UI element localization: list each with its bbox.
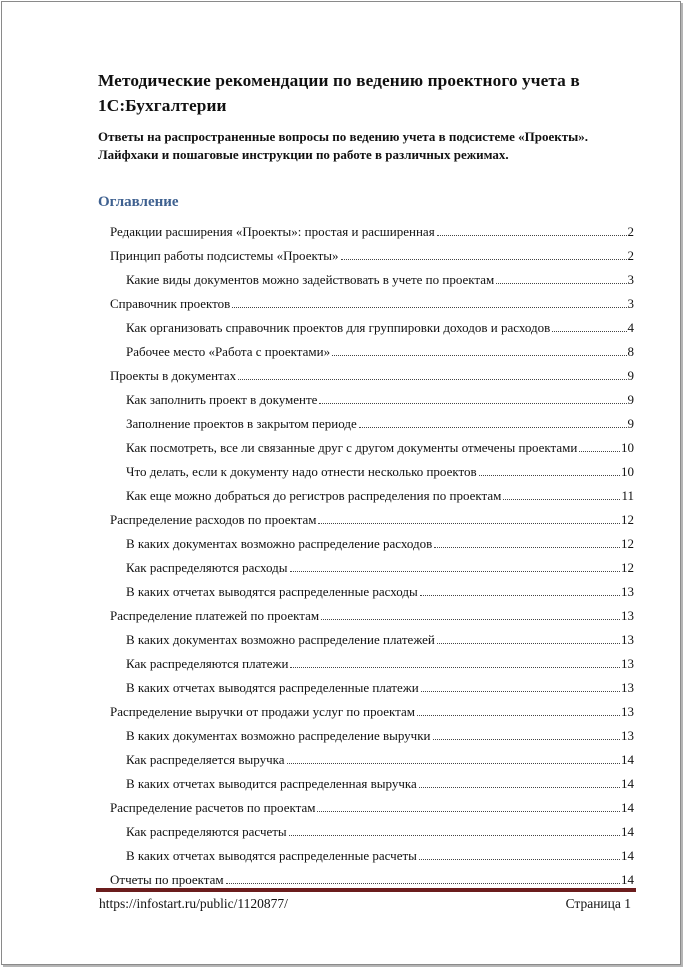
toc-entry[interactable] [110,217,634,241]
toc-dot-leader [238,379,626,380]
toc-heading: Оглавление [98,194,179,210]
toc-entry[interactable] [110,337,634,361]
toc-entry-page: 14 [621,848,634,863]
toc-dot-leader [232,307,626,308]
toc-entry-page: 11 [621,488,634,503]
toc-entry-page: 4 [627,320,634,335]
toc-entry[interactable] [110,697,634,721]
toc-entry-page: 12 [621,512,634,527]
toc-entry[interactable] [110,553,634,577]
toc-entry[interactable] [110,385,634,409]
toc-entry[interactable] [110,409,634,433]
toc-entry-page: 2 [627,248,634,263]
toc-entry-label: В каких отчетах выводятся распределенные расходы [126,584,418,599]
toc-entry[interactable] [110,313,634,337]
toc-entry-label: Что делать, если к документу надо отнести несколько проектов [126,464,477,479]
toc-entry-label: В каких документах возможно распределение платежей [126,632,435,647]
toc-dot-leader [317,811,620,812]
table-of-contents [110,217,634,889]
toc-dot-leader [290,571,620,572]
toc-entry[interactable] [110,865,634,889]
toc-entry-page: 14 [621,776,634,791]
toc-entry[interactable] [110,241,634,265]
toc-dot-leader [437,643,620,644]
toc-entry-label: Как распределяется выручка [126,752,285,767]
toc-dot-leader [332,355,626,356]
toc-entry-label: Распределение расчетов по проектам [110,800,316,815]
toc-dot-leader [421,691,620,692]
toc-entry-page: 14 [621,752,634,767]
toc-entry[interactable] [110,481,634,505]
toc-entry-label: Как еще можно добраться до регистров распределения по проектам [126,488,502,503]
toc-entry-label: В каких отчетах выводятся распределенные платежи [126,680,419,695]
toc-entry-page: 12 [621,560,634,575]
toc-entry-label: Как распределяются платежи [126,656,289,671]
toc-entry-page: 9 [627,368,634,383]
toc-dot-leader [433,739,621,740]
toc-dot-leader [289,835,620,836]
toc-entry-page: 10 [621,464,634,479]
document-page [1,1,681,965]
toc-entry-label: Редакции расширения «Проекты»: простая и расширенная [110,224,435,239]
toc-entry-label: Принцип работы подсистемы «Проекты» [110,248,339,263]
toc-dot-leader [419,859,620,860]
toc-entry[interactable] [110,841,634,865]
toc-dot-leader [496,283,626,284]
toc-entry[interactable] [110,361,634,385]
toc-entry-label: Рабочее место «Работа с проектами» [126,344,331,359]
toc-entry[interactable] [110,649,634,673]
toc-entry-page: 14 [621,872,634,887]
toc-dot-leader [479,475,620,476]
toc-entry[interactable] [110,769,634,793]
toc-entry-label: Как заполнить проект в документе [126,392,318,407]
document-subtitle: Ответы на распространенные вопросы по ведению учета в подсистеме «Проекты». Лайфхаки и пошаговые инструкции по работе в различных режимах. [98,129,588,162]
toc-entry-label: В каких отчетах выводится распределенная выручка [126,776,417,791]
toc-entry-page: 3 [627,296,634,311]
toc-dot-leader [287,763,620,764]
footer-divider [96,888,636,892]
toc-entry-page: 9 [627,392,634,407]
toc-dot-leader [226,883,620,884]
toc-entry-page: 14 [621,800,634,815]
toc-entry-page: 10 [621,440,634,455]
toc-entry-page: 2 [627,224,634,239]
toc-entry-page: 13 [621,584,634,599]
toc-dot-leader [420,595,620,596]
footer-page-number: Страница 1 [565,896,631,911]
toc-entry-page: 9 [627,416,634,431]
toc-entry[interactable] [110,745,634,769]
toc-entry-label: В каких документах возможно распределение расходов [126,536,433,551]
toc-entry-label: Заполнение проектов в закрытом периоде [126,416,357,431]
toc-entry[interactable] [110,529,634,553]
toc-dot-leader [437,235,627,236]
toc-entry-page: 3 [627,272,634,287]
toc-entry-page: 13 [621,680,634,695]
toc-entry[interactable] [110,289,634,313]
footer-url[interactable]: https://infostart.ru/public/1120877/ [99,896,288,911]
toc-dot-leader [579,451,620,452]
toc-entry-label: Как посмотреть, все ли связанные друг с другом документы отмечены проектами [126,440,578,455]
toc-entry-label: Отчеты по проектам [110,872,224,887]
toc-dot-leader [552,331,626,332]
toc-dot-leader [318,523,620,524]
toc-dot-leader [417,715,620,716]
toc-entry[interactable] [110,793,634,817]
toc-entry[interactable] [110,265,634,289]
toc-entry-label: Распределение платежей по проектам [110,608,320,623]
toc-entry[interactable] [110,625,634,649]
toc-entry[interactable] [110,577,634,601]
toc-entry-page: 13 [621,656,634,671]
toc-entry-page: 13 [621,704,634,719]
toc-dot-leader [503,499,620,500]
toc-entry-page: 13 [621,728,634,743]
toc-entry[interactable] [110,457,634,481]
toc-entry-label: Распределение выручки от продажи услуг по проектам [110,704,415,719]
toc-entry-page: 12 [621,536,634,551]
toc-entry-label: В каких отчетах выводятся распределенные расчеты [126,848,417,863]
toc-entry-label: Справочник проектов [110,296,231,311]
toc-entry-label: Как распределяются расчеты [126,824,287,839]
toc-entry-page: 13 [621,632,634,647]
toc-entry-page: 8 [627,344,634,359]
toc-dot-leader [359,427,627,428]
toc-entry[interactable] [110,433,634,457]
toc-entry-label: Какие виды документов можно задействовать в учете по проектам [126,272,495,287]
toc-entry[interactable] [110,673,634,697]
toc-dot-leader [419,787,620,788]
toc-entry-page: 13 [621,608,634,623]
document-title: Методические рекомендации по ведению проектного учета в 1С:Бухгалтерии [98,71,580,115]
toc-entry[interactable] [110,601,634,625]
toc-entry-label: Как организовать справочник проектов для группировки доходов и расходов [126,320,551,335]
toc-entry[interactable] [110,505,634,529]
toc-dot-leader [341,259,627,260]
toc-dot-leader [321,619,620,620]
toc-dot-leader [434,547,620,548]
toc-dot-leader [290,667,620,668]
toc-entry-page: 14 [621,824,634,839]
toc-dot-leader [319,403,626,404]
toc-entry[interactable] [110,721,634,745]
toc-entry-label: Как распределяются расходы [126,560,288,575]
toc-entry-label: В каких документах возможно распределение выручки [126,728,431,743]
toc-entry[interactable] [110,817,634,841]
toc-entry-label: Распределение расходов по проектам [110,512,317,527]
toc-entry-label: Проекты в документах [110,368,237,383]
